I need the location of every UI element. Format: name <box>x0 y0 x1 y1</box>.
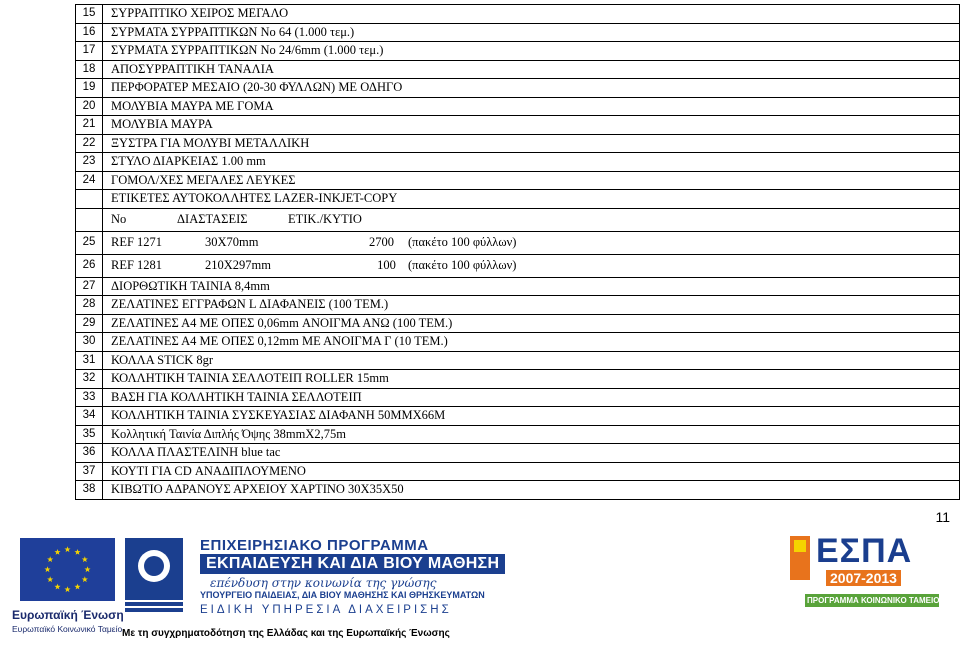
row-number: 19 <box>76 79 103 98</box>
espa-programme: ΠΡΟΓΡΑΜΜΑ ΚΟΙΝΩΝΙΚΟ ΤΑΜΕΙΟ <box>807 596 940 605</box>
ref-note: (πακέτο 100 φύλλων) <box>408 257 517 272</box>
row-number: 26 <box>76 254 103 277</box>
ref-ref: REF 1271 <box>111 234 163 249</box>
row-description: ΠΕΡΦΟΡΑΤΕΡ ΜΕΣΑΙΟ (20-30 ΦΥΛΛΩΝ) ΜΕ ΟΔΗΓΟ <box>103 79 960 98</box>
table-row <box>76 370 960 389</box>
eu-fund: Ευρωπαϊκό Κοινωνικό Ταμείο <box>12 624 123 634</box>
row-description: ΚΙΒΩΤΙΟ ΑΔΡΑΝΟΥΣ ΑΡΧΕΙΟΥ ΧΑΡΤΙΝΟ 30Χ35Χ50 <box>103 481 960 500</box>
espa-name: ΕΣΠΑ <box>816 532 913 570</box>
table-row <box>76 254 960 277</box>
table-row <box>76 23 960 42</box>
row-number <box>76 208 103 231</box>
table-row <box>76 153 960 172</box>
op-slogan: επένδυση στην κοινωνία της γνώσης <box>210 576 437 590</box>
labels-block <box>76 190 960 232</box>
row-number: 34 <box>76 407 103 426</box>
col-pack-label: ΕΤΙΚ./ΚΥΤΙΟ <box>288 211 362 226</box>
row-description: ΣΥΡΡΑΠΤΙΚΟ ΧΕΙΡΟΣ ΜΕΓΑΛΟ <box>103 5 960 24</box>
ref-row-cells <box>103 254 960 277</box>
row-description: ΖΕΛΑΤΙΝΕΣ Α4 ΜΕ ΟΠΕΣ 0,12mm ΜΕ ΑΝΟΙΓΜΑ Γ (10 ΤΕΜ.) <box>103 333 960 352</box>
ref-qty: 100 <box>377 257 396 272</box>
col-no-label: No <box>111 211 127 226</box>
op-logo-icon <box>125 538 183 618</box>
row-number: 30 <box>76 333 103 352</box>
table-row <box>76 388 960 407</box>
row-number: 32 <box>76 370 103 389</box>
row-description: ΓΟΜΟΛ/ΧΕΣ ΜΕΓΑΛΕΣ ΛΕΥΚΕΣ <box>103 171 960 190</box>
row-description: ΚΟΛΛΗΤΙΚΗ ΤΑΙΝΙΑ ΣΕΛΛΟΤΕΙΠ ROLLER 15mm <box>103 370 960 389</box>
service: ΕΙΔΙΚΗ ΥΠΗΡΕΣΙΑ ΔΙΑΧΕΙΡΙΣΗΣ <box>200 604 452 616</box>
table-row <box>76 171 960 190</box>
row-number: 22 <box>76 134 103 153</box>
row-description: ΣΥΡΜΑΤΑ ΣΥΡΡΑΠΤΙΚΩΝ Νο 64 (1.000 τεμ.) <box>103 23 960 42</box>
row-number: 29 <box>76 314 103 333</box>
row-description: ΣΥΡΜΑΤΑ ΣΥΡΡΑΠΤΙΚΩΝ Νο 24/6mm (1.000 τεμ.) <box>103 42 960 61</box>
op-title: ΕΠΙΧΕΙΡΗΣΙΑΚΟ ΠΡΟΓΡΑΜΜΑ <box>200 537 429 554</box>
table-row <box>76 462 960 481</box>
row-description: ΣΤΥΛΟ ΔΙΑΡΚΕΙΑΣ 1.00 mm <box>103 153 960 172</box>
ref-dim: 30X70mm <box>205 234 259 249</box>
row-description: ΑΠΟΣΥΡΡΑΠΤΙΚΗ ΤΑΝΑΛΙΑ <box>103 60 960 79</box>
table-row <box>76 5 960 24</box>
row-number: 23 <box>76 153 103 172</box>
row-description: ΔΙΟΡΘΩΤΙΚΗ ΤΑΙΝΙΑ 8,4mm <box>103 277 960 296</box>
eu-flag-icon <box>20 538 115 601</box>
table-row <box>76 314 960 333</box>
table-row <box>76 351 960 370</box>
labels-title: ΕΤΙΚΕΤΕΣ ΑΥΤΟΚΟΛΛΗΤΕΣ LAZER-INKJET-COPY <box>103 190 960 209</box>
table-row <box>76 407 960 426</box>
table-row <box>76 97 960 116</box>
row-description: ΚΟΛΛΑ ΠΛΑΣΤΕΛΙΝΗ blue tac <box>103 444 960 463</box>
row-number: 33 <box>76 388 103 407</box>
table-row <box>76 116 960 135</box>
table-row <box>76 231 960 254</box>
espa-years: 2007-2013 <box>826 570 901 586</box>
row-number: 20 <box>76 97 103 116</box>
table-row <box>76 425 960 444</box>
op-name: ΕΚΠΑΙΔΕΥΣΗ ΚΑΙ ΔΙΑ ΒΙΟΥ ΜΑΘΗΣΗ <box>200 554 505 574</box>
ref-qty: 2700 <box>369 234 394 249</box>
ref-ref: REF 1281 <box>111 257 163 272</box>
row-number: 18 <box>76 60 103 79</box>
table-row <box>76 60 960 79</box>
row-number <box>76 190 103 209</box>
table-row <box>76 134 960 153</box>
labels-header <box>103 208 960 231</box>
cofund: Με τη συγχρηματοδότηση της Ελλάδας και της Ευρωπαϊκής Ένωσης <box>122 628 450 639</box>
table-row <box>76 444 960 463</box>
row-description: ΖΕΛΑΤΙΝΕΣ Α4 ΜΕ ΟΠΕΣ 0,06mm ΑΝΟΙΓΜΑ ΑΝΩ (100 ΤΕΜ.) <box>103 314 960 333</box>
ref-dim: 210X297mm <box>205 257 271 272</box>
table-row <box>76 79 960 98</box>
row-number: 15 <box>76 5 103 24</box>
items-table <box>75 4 960 500</box>
ref-row-cells <box>103 231 960 254</box>
row-number: 27 <box>76 277 103 296</box>
ref-note: (πακέτο 100 φύλλων) <box>408 234 517 249</box>
table-row <box>76 481 960 500</box>
row-description: ΜΟΛΥΒΙΑ ΜΑΥΡΑ <box>103 116 960 135</box>
row-number: 36 <box>76 444 103 463</box>
row-number: 25 <box>76 231 103 254</box>
row-description: ΚΟΥΤΙ ΓΙΑ CD ΑΝΑΔΙΠΛΟΥΜΕΝΟ <box>103 462 960 481</box>
row-number: 28 <box>76 296 103 315</box>
row-description: ΖΕΛΑΤΙΝΕΣ ΕΓΓΡΑΦΩΝ L ΔΙΑΦΑΝΕΙΣ (100 ΤΕΜ.) <box>103 296 960 315</box>
table-row <box>76 42 960 61</box>
table-row <box>76 333 960 352</box>
row-description: ΜΟΛΥΒΙΑ ΜΑΥΡΑ ΜΕ ΓΟΜΑ <box>103 97 960 116</box>
items-table-wrap <box>75 4 960 500</box>
eu-name: Ευρωπαϊκή Ένωση <box>12 608 124 622</box>
row-number: 35 <box>76 425 103 444</box>
row-number: 31 <box>76 351 103 370</box>
row-number: 17 <box>76 42 103 61</box>
row-description: ΚΟΛΛΑ STICK 8gr <box>103 351 960 370</box>
row-number: 24 <box>76 171 103 190</box>
row-number: 37 <box>76 462 103 481</box>
page-number: 11 <box>935 509 950 525</box>
row-description: ΒΑΣΗ ΓΙΑ ΚΟΛΛΗΤΙΚΗ ΤΑΙΝΙΑ ΣΕΛΛΟΤΕΙΠ <box>103 388 960 407</box>
table-row <box>76 296 960 315</box>
col-dimensions-label: ΔΙΑΣΤΑΣΕΙΣ <box>177 211 248 226</box>
row-description: ΞΥΣΤΡΑ ΓΙΑ ΜΟΛΥΒΙ ΜΕΤΑΛΛΙΚΗ <box>103 134 960 153</box>
row-number: 38 <box>76 481 103 500</box>
row-description: Κολλητική Ταινία Διπλής Όψης 38mmX2,75m <box>103 425 960 444</box>
table-row <box>76 277 960 296</box>
row-number: 21 <box>76 116 103 135</box>
ministry: ΥΠΟΥΡΓΕΙΟ ΠΑΙΔΕΙΑΣ, ΔΙΑ ΒΙΟΥ ΜΑΘΗΣΗΣ ΚΑΙ ΘΡΗΣΚΕΥΜΑΤΩΝ <box>200 590 485 600</box>
row-description: ΚΟΛΛΗΤΙΚΗ ΤΑΙΝΙΑ ΣΥΣΚΕΥΑΣΙΑΣ ΔΙΑΦΑΝΗ 50ΜΜΧ66Μ <box>103 407 960 426</box>
row-number: 16 <box>76 23 103 42</box>
